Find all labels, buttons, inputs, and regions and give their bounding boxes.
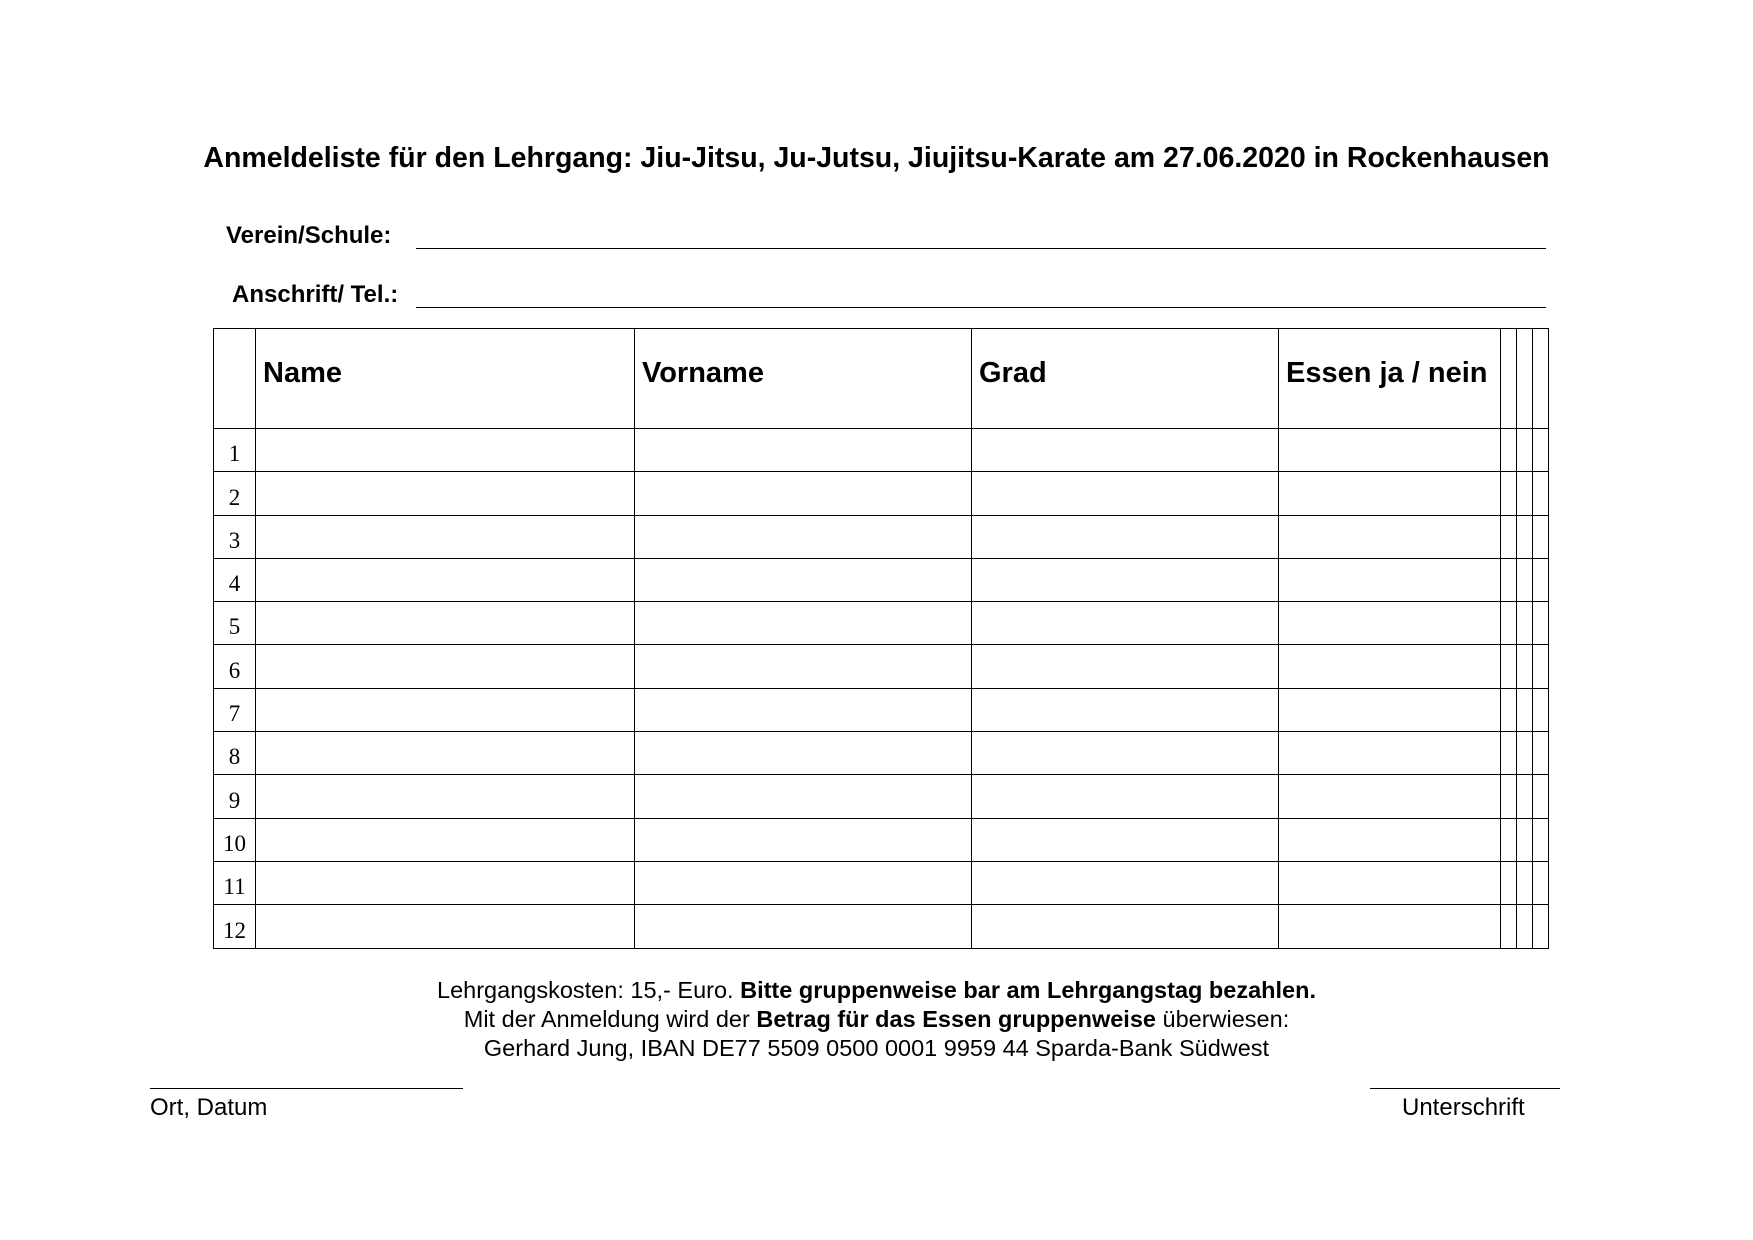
- table-row: [214, 905, 1549, 948]
- name-cell[interactable]: [256, 861, 635, 904]
- table-row: [214, 558, 1549, 601]
- extra-cell[interactable]: [1501, 861, 1517, 904]
- extra-cell[interactable]: [1501, 472, 1517, 515]
- essen-cell[interactable]: [1279, 688, 1501, 731]
- grad-cell[interactable]: [972, 602, 1279, 645]
- extra-cell[interactable]: [1533, 558, 1549, 601]
- extra-cell[interactable]: [1533, 602, 1549, 645]
- extra-cell[interactable]: [1517, 861, 1533, 904]
- essen-cell[interactable]: [1279, 818, 1501, 861]
- extra-cell[interactable]: [1533, 429, 1549, 472]
- vorname-cell[interactable]: [635, 688, 972, 731]
- ort-datum-line[interactable]: [150, 1088, 463, 1089]
- name-cell[interactable]: [256, 558, 635, 601]
- table-row: [214, 515, 1549, 558]
- page-title: Anmeldeliste für den Lehrgang: Jiu-Jitsu, Ju-Jutsu, Jiujitsu-Karate am 27.06.2020 in Rockenhausen: [203, 142, 1550, 174]
- vorname-cell[interactable]: [635, 558, 972, 601]
- header-name: Name: [256, 329, 635, 429]
- essen-cell[interactable]: [1279, 905, 1501, 948]
- essen-cell[interactable]: [1279, 602, 1501, 645]
- cost-text: Lehrgangskosten: 15,- Euro.: [437, 977, 741, 1003]
- table-row: [214, 645, 1549, 688]
- table-row: [214, 688, 1549, 731]
- name-cell[interactable]: [256, 515, 635, 558]
- extra-cell[interactable]: [1501, 775, 1517, 818]
- row-number: 5: [214, 602, 256, 645]
- anschrift-label: Anschrift/ Tel.:: [232, 281, 399, 308]
- grad-cell[interactable]: [972, 818, 1279, 861]
- essen-cell[interactable]: [1279, 645, 1501, 688]
- extra-cell[interactable]: [1501, 429, 1517, 472]
- extra-cell[interactable]: [1501, 818, 1517, 861]
- essen-cell[interactable]: [1279, 861, 1501, 904]
- row-number: 2: [214, 472, 256, 515]
- footer-notes: [0, 976, 1753, 1063]
- name-cell[interactable]: [256, 732, 635, 775]
- extra-cell[interactable]: [1501, 905, 1517, 948]
- extra-cell[interactable]: [1501, 732, 1517, 775]
- table-row: [214, 429, 1549, 472]
- signature-line[interactable]: [1370, 1088, 1560, 1089]
- vorname-cell[interactable]: [635, 905, 972, 948]
- grad-cell[interactable]: [972, 905, 1279, 948]
- extra-cell[interactable]: [1517, 558, 1533, 601]
- extra-cell[interactable]: [1517, 515, 1533, 558]
- vorname-cell[interactable]: [635, 775, 972, 818]
- vorname-cell[interactable]: [635, 429, 972, 472]
- extra-cell[interactable]: [1533, 472, 1549, 515]
- cost-instruction: Bitte gruppenweise bar am Lehrgangstag bezahlen.: [740, 977, 1316, 1003]
- header-extra-cell: [1533, 329, 1549, 429]
- name-cell[interactable]: [256, 602, 635, 645]
- extra-cell[interactable]: [1517, 429, 1533, 472]
- row-number: 8: [214, 732, 256, 775]
- ort-datum-label: Ort, Datum: [150, 1094, 268, 1121]
- header-extra-cell: [1501, 329, 1517, 429]
- extra-cell[interactable]: [1517, 905, 1533, 948]
- essen-cell[interactable]: [1279, 558, 1501, 601]
- grad-cell[interactable]: [972, 429, 1279, 472]
- grad-cell[interactable]: [972, 861, 1279, 904]
- row-number: 10: [214, 818, 256, 861]
- table-row: [214, 818, 1549, 861]
- extra-cell[interactable]: [1501, 558, 1517, 601]
- extra-cell[interactable]: [1533, 775, 1549, 818]
- verein-label: Verein/Schule:: [226, 222, 392, 249]
- extra-cell[interactable]: [1517, 472, 1533, 515]
- grad-cell[interactable]: [972, 732, 1279, 775]
- essen-cell[interactable]: [1279, 775, 1501, 818]
- extra-cell[interactable]: [1517, 775, 1533, 818]
- extra-cell[interactable]: [1501, 645, 1517, 688]
- row-number: 3: [214, 515, 256, 558]
- vorname-cell[interactable]: [635, 645, 972, 688]
- extra-cell[interactable]: [1517, 688, 1533, 731]
- registration-table: [213, 328, 1549, 949]
- name-cell[interactable]: [256, 818, 635, 861]
- extra-cell[interactable]: [1517, 602, 1533, 645]
- row-number: 11: [214, 861, 256, 904]
- vorname-cell[interactable]: [635, 732, 972, 775]
- row-number: 4: [214, 558, 256, 601]
- name-cell[interactable]: [256, 905, 635, 948]
- grad-cell[interactable]: [972, 645, 1279, 688]
- signature-label: Unterschrift: [1402, 1094, 1525, 1121]
- extra-cell[interactable]: [1501, 515, 1517, 558]
- table-row: [214, 732, 1549, 775]
- footer-line-2: [0, 1005, 1753, 1034]
- extra-cell[interactable]: [1533, 861, 1549, 904]
- header-essen: Essen ja / nein: [1279, 329, 1501, 429]
- table-row: [214, 775, 1549, 818]
- vorname-cell[interactable]: [635, 472, 972, 515]
- extra-cell[interactable]: [1533, 732, 1549, 775]
- vorname-cell[interactable]: [635, 861, 972, 904]
- name-cell[interactable]: [256, 645, 635, 688]
- grad-cell[interactable]: [972, 515, 1279, 558]
- name-cell[interactable]: [256, 429, 635, 472]
- transfer-text-suffix: überwiesen:: [1155, 1006, 1290, 1032]
- header-vorname: Vorname: [635, 329, 972, 429]
- table-header-row: [214, 329, 1549, 429]
- header-number-cell: [214, 329, 256, 429]
- transfer-text-prefix: Mit der Anmeldung wird der: [463, 1006, 757, 1032]
- essen-cell[interactable]: [1279, 515, 1501, 558]
- row-number: 6: [214, 645, 256, 688]
- extra-cell[interactable]: [1501, 688, 1517, 731]
- grad-cell[interactable]: [972, 472, 1279, 515]
- extra-cell[interactable]: [1533, 515, 1549, 558]
- row-number: 1: [214, 429, 256, 472]
- vorname-cell[interactable]: [635, 818, 972, 861]
- header-extra-cell: [1517, 329, 1533, 429]
- essen-cell[interactable]: [1279, 472, 1501, 515]
- essen-cell[interactable]: [1279, 732, 1501, 775]
- table-row: [214, 472, 1549, 515]
- name-cell[interactable]: [256, 775, 635, 818]
- name-cell[interactable]: [256, 472, 635, 515]
- header-grad: Grad: [972, 329, 1279, 429]
- anschrift-field[interactable]: [416, 307, 1546, 308]
- name-cell[interactable]: [256, 688, 635, 731]
- extra-cell[interactable]: [1533, 905, 1549, 948]
- essen-cell[interactable]: [1279, 429, 1501, 472]
- row-number: 7: [214, 688, 256, 731]
- row-number: 9: [214, 775, 256, 818]
- extra-cell[interactable]: [1533, 818, 1549, 861]
- grad-cell[interactable]: [972, 688, 1279, 731]
- extra-cell[interactable]: [1501, 602, 1517, 645]
- table-row: [214, 602, 1549, 645]
- bank-details: Gerhard Jung, IBAN DE77 5509 0500 0001 9959 44 Sparda-Bank Südwest: [483, 1035, 1270, 1061]
- extra-cell[interactable]: [1517, 818, 1533, 861]
- extra-cell[interactable]: [1517, 732, 1533, 775]
- grad-cell[interactable]: [972, 558, 1279, 601]
- table-row: [214, 861, 1549, 904]
- transfer-text-bold: Betrag für das Essen gruppenweise: [756, 1006, 1156, 1032]
- vorname-cell[interactable]: [635, 602, 972, 645]
- extra-cell[interactable]: [1533, 688, 1549, 731]
- extra-cell[interactable]: [1517, 645, 1533, 688]
- footer-line-1: [0, 976, 1753, 1005]
- grad-cell[interactable]: [972, 775, 1279, 818]
- verein-field[interactable]: [416, 248, 1546, 249]
- row-number: 12: [214, 905, 256, 948]
- extra-cell[interactable]: [1533, 645, 1549, 688]
- vorname-cell[interactable]: [635, 515, 972, 558]
